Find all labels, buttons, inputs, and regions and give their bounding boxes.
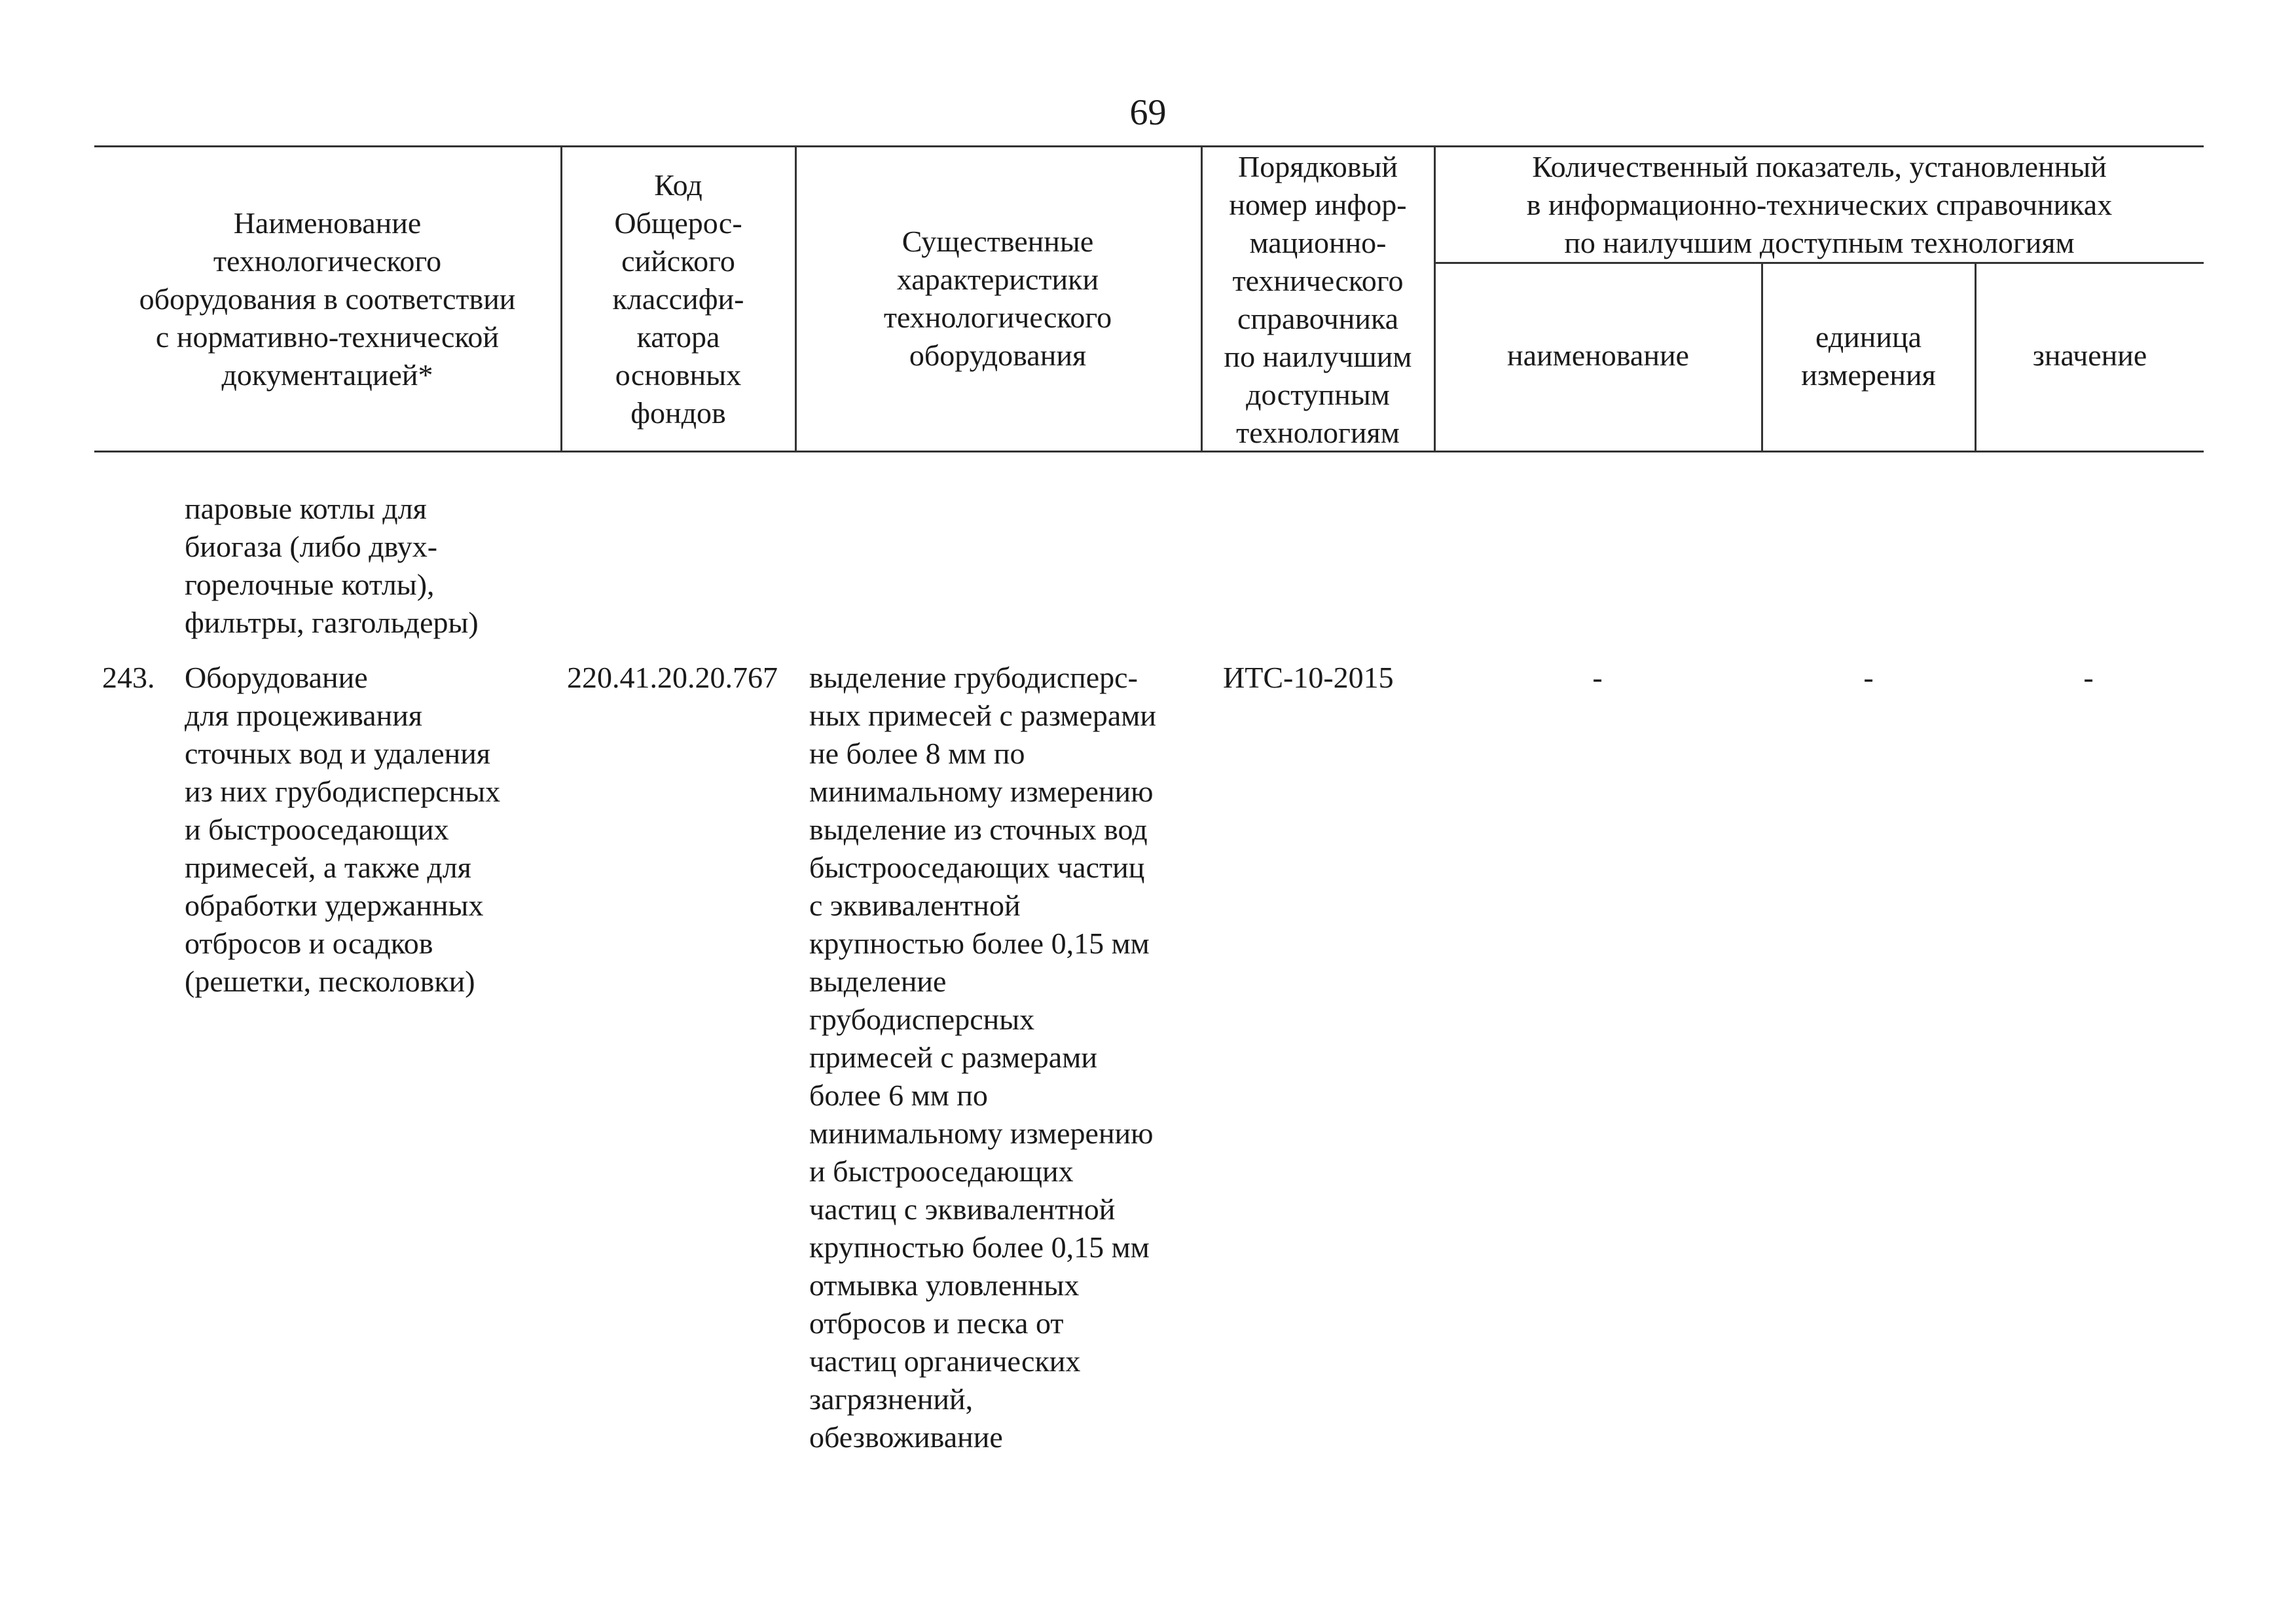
subheader-name — [1436, 337, 1760, 375]
row-characteristics-line: выделение грубодисперс- — [809, 661, 1138, 694]
header-col-reference — [1203, 148, 1432, 452]
header-col-name-line: Наименование — [233, 206, 422, 240]
header-col-reference-line: по наилучшим — [1224, 340, 1412, 373]
row-characteristics-line: крупностью более 0,15 мм — [809, 1230, 1150, 1264]
table-col-divider-5 — [1761, 262, 1763, 452]
row-characteristics-line: грубодисперсных — [809, 1003, 1035, 1036]
row-characteristics-line: с эквивалентной — [809, 889, 1021, 922]
table-col-divider-1 — [560, 145, 562, 452]
row-characteristics — [809, 659, 1156, 1456]
header-col-quantitative-line: Количественный показатель, установленный — [1532, 150, 2107, 183]
header-col-reference-line: номер инфор- — [1229, 188, 1407, 221]
continuation-line: фильтры, газгольдеры) — [185, 606, 479, 639]
row-characteristics-line: отбросов и песка от — [809, 1306, 1064, 1340]
subheader-unit-line: измерения — [1801, 358, 1936, 392]
row-characteristics-line: частиц с эквивалентной — [809, 1192, 1116, 1226]
table-quant-subheader-rule — [1434, 262, 2204, 264]
header-col-reference-line: доступным — [1246, 378, 1390, 411]
header-col-quantitative-line: в информационно-технических справочниках — [1526, 188, 2113, 221]
row-quant-unit: - — [1863, 661, 1874, 694]
row-equipment-name-line: для процеживания — [185, 699, 422, 732]
row-equipment-name-line: из них грубодисперсных — [185, 775, 501, 808]
header-col-reference-line: технического — [1232, 264, 1404, 297]
header-col-reference-line: мационно- — [1249, 226, 1387, 259]
table-col-divider-3 — [1201, 145, 1203, 452]
header-col-characteristics-line: характеристики — [896, 263, 1099, 296]
continuation-line: биогаза (либо двух- — [185, 530, 438, 563]
continuation-line: горелочные котлы), — [185, 568, 435, 601]
row-characteristics-line: примесей с размерами — [809, 1041, 1097, 1074]
table-top-rule — [94, 145, 2204, 147]
header-col-code-line: катора — [636, 320, 720, 354]
table-col-divider-2 — [795, 145, 797, 452]
subheader-value — [1977, 337, 2202, 375]
subheader-unit — [1764, 318, 1973, 394]
row-characteristics-line: минимальному измерению — [809, 775, 1154, 808]
row-equipment-name-line: отбросов и осадков — [185, 927, 433, 960]
continuation-text — [185, 490, 479, 642]
header-col-code-line: Общерос- — [614, 206, 742, 240]
row-characteristics-line: не более 8 мм по — [809, 737, 1025, 770]
header-col-characteristics-line: Существенные — [902, 225, 1094, 258]
row-characteristics-line: и быстрооседающих — [809, 1154, 1074, 1188]
header-col-characteristics — [797, 223, 1198, 375]
row-characteristics-line: ных примесей с размерами — [809, 699, 1156, 732]
subheader-value-text: значение — [2032, 339, 2147, 372]
header-col-code-line: фондов — [630, 396, 726, 430]
row-characteristics-line: быстрооседающих частиц — [809, 851, 1145, 884]
row-characteristics-line: более 6 мм по — [809, 1079, 988, 1112]
header-col-reference-line: технологиям — [1236, 416, 1400, 449]
row-equipment-name-line: Оборудование — [185, 661, 368, 694]
table-header-bottom-rule — [94, 451, 2204, 452]
table-col-divider-6 — [1975, 262, 1977, 452]
row-reference: ИТС-10-2015 — [1223, 661, 1394, 694]
row-number: 243. — [102, 661, 155, 694]
row-characteristics-line: выделение из сточных вод — [809, 813, 1148, 846]
row-quant-name: - — [1592, 661, 1603, 694]
header-col-name-line: с нормативно-технической — [155, 320, 500, 354]
row-characteristics-line: выделение — [809, 965, 947, 998]
header-col-characteristics-line: оборудования — [909, 339, 1087, 372]
row-equipment-name-line: (решетки, песколовки) — [185, 965, 475, 998]
header-col-quantitative — [1438, 148, 2201, 262]
continuation-line: паровые котлы для — [185, 492, 427, 525]
header-col-reference-line: Порядковый — [1237, 150, 1398, 183]
row-equipment-name-line: сточных вод и удаления — [185, 737, 491, 770]
row-code: 220.41.20.20.767 — [567, 661, 778, 694]
header-col-code-line: Код — [654, 168, 702, 202]
header-col-code-line: классифи- — [612, 282, 744, 316]
row-equipment-name-line: и быстрооседающих — [185, 813, 449, 846]
header-col-name-line: технологического — [213, 244, 442, 278]
table-col-divider-4 — [1434, 145, 1436, 452]
row-characteristics-line: отмывка уловленных — [809, 1268, 1080, 1302]
page-number: 69 — [1129, 92, 1167, 133]
row-characteristics-line: минимальному измерению — [809, 1116, 1154, 1150]
header-col-characteristics-line: технологического — [883, 301, 1112, 334]
row-characteristics-line: крупностью более 0,15 мм — [809, 927, 1150, 960]
header-col-name-line: оборудования в соответствии — [139, 282, 516, 316]
row-equipment-name — [185, 659, 500, 1001]
subheader-unit-line: единица — [1815, 320, 1922, 354]
header-col-code-line: сийского — [621, 244, 735, 278]
row-characteristics-line: частиц органических — [809, 1344, 1081, 1378]
row-characteristics-line: обезвоживание — [809, 1420, 1003, 1454]
row-equipment-name-line: примесей, а также для — [185, 851, 471, 884]
header-col-code — [563, 166, 793, 432]
row-equipment-name-line: обработки удержанных — [185, 889, 484, 922]
header-col-quantitative-line: по наилучшим доступным технологиям — [1564, 226, 2075, 259]
header-col-reference-line: справочника — [1237, 302, 1399, 335]
subheader-name-text: наименование — [1507, 339, 1689, 372]
header-col-name-line: документацией* — [221, 358, 433, 392]
header-col-name — [98, 204, 556, 394]
row-characteristics-line: загрязнений, — [809, 1382, 974, 1416]
header-col-code-line: основных — [615, 358, 742, 392]
row-quant-value: - — [2083, 661, 2094, 694]
